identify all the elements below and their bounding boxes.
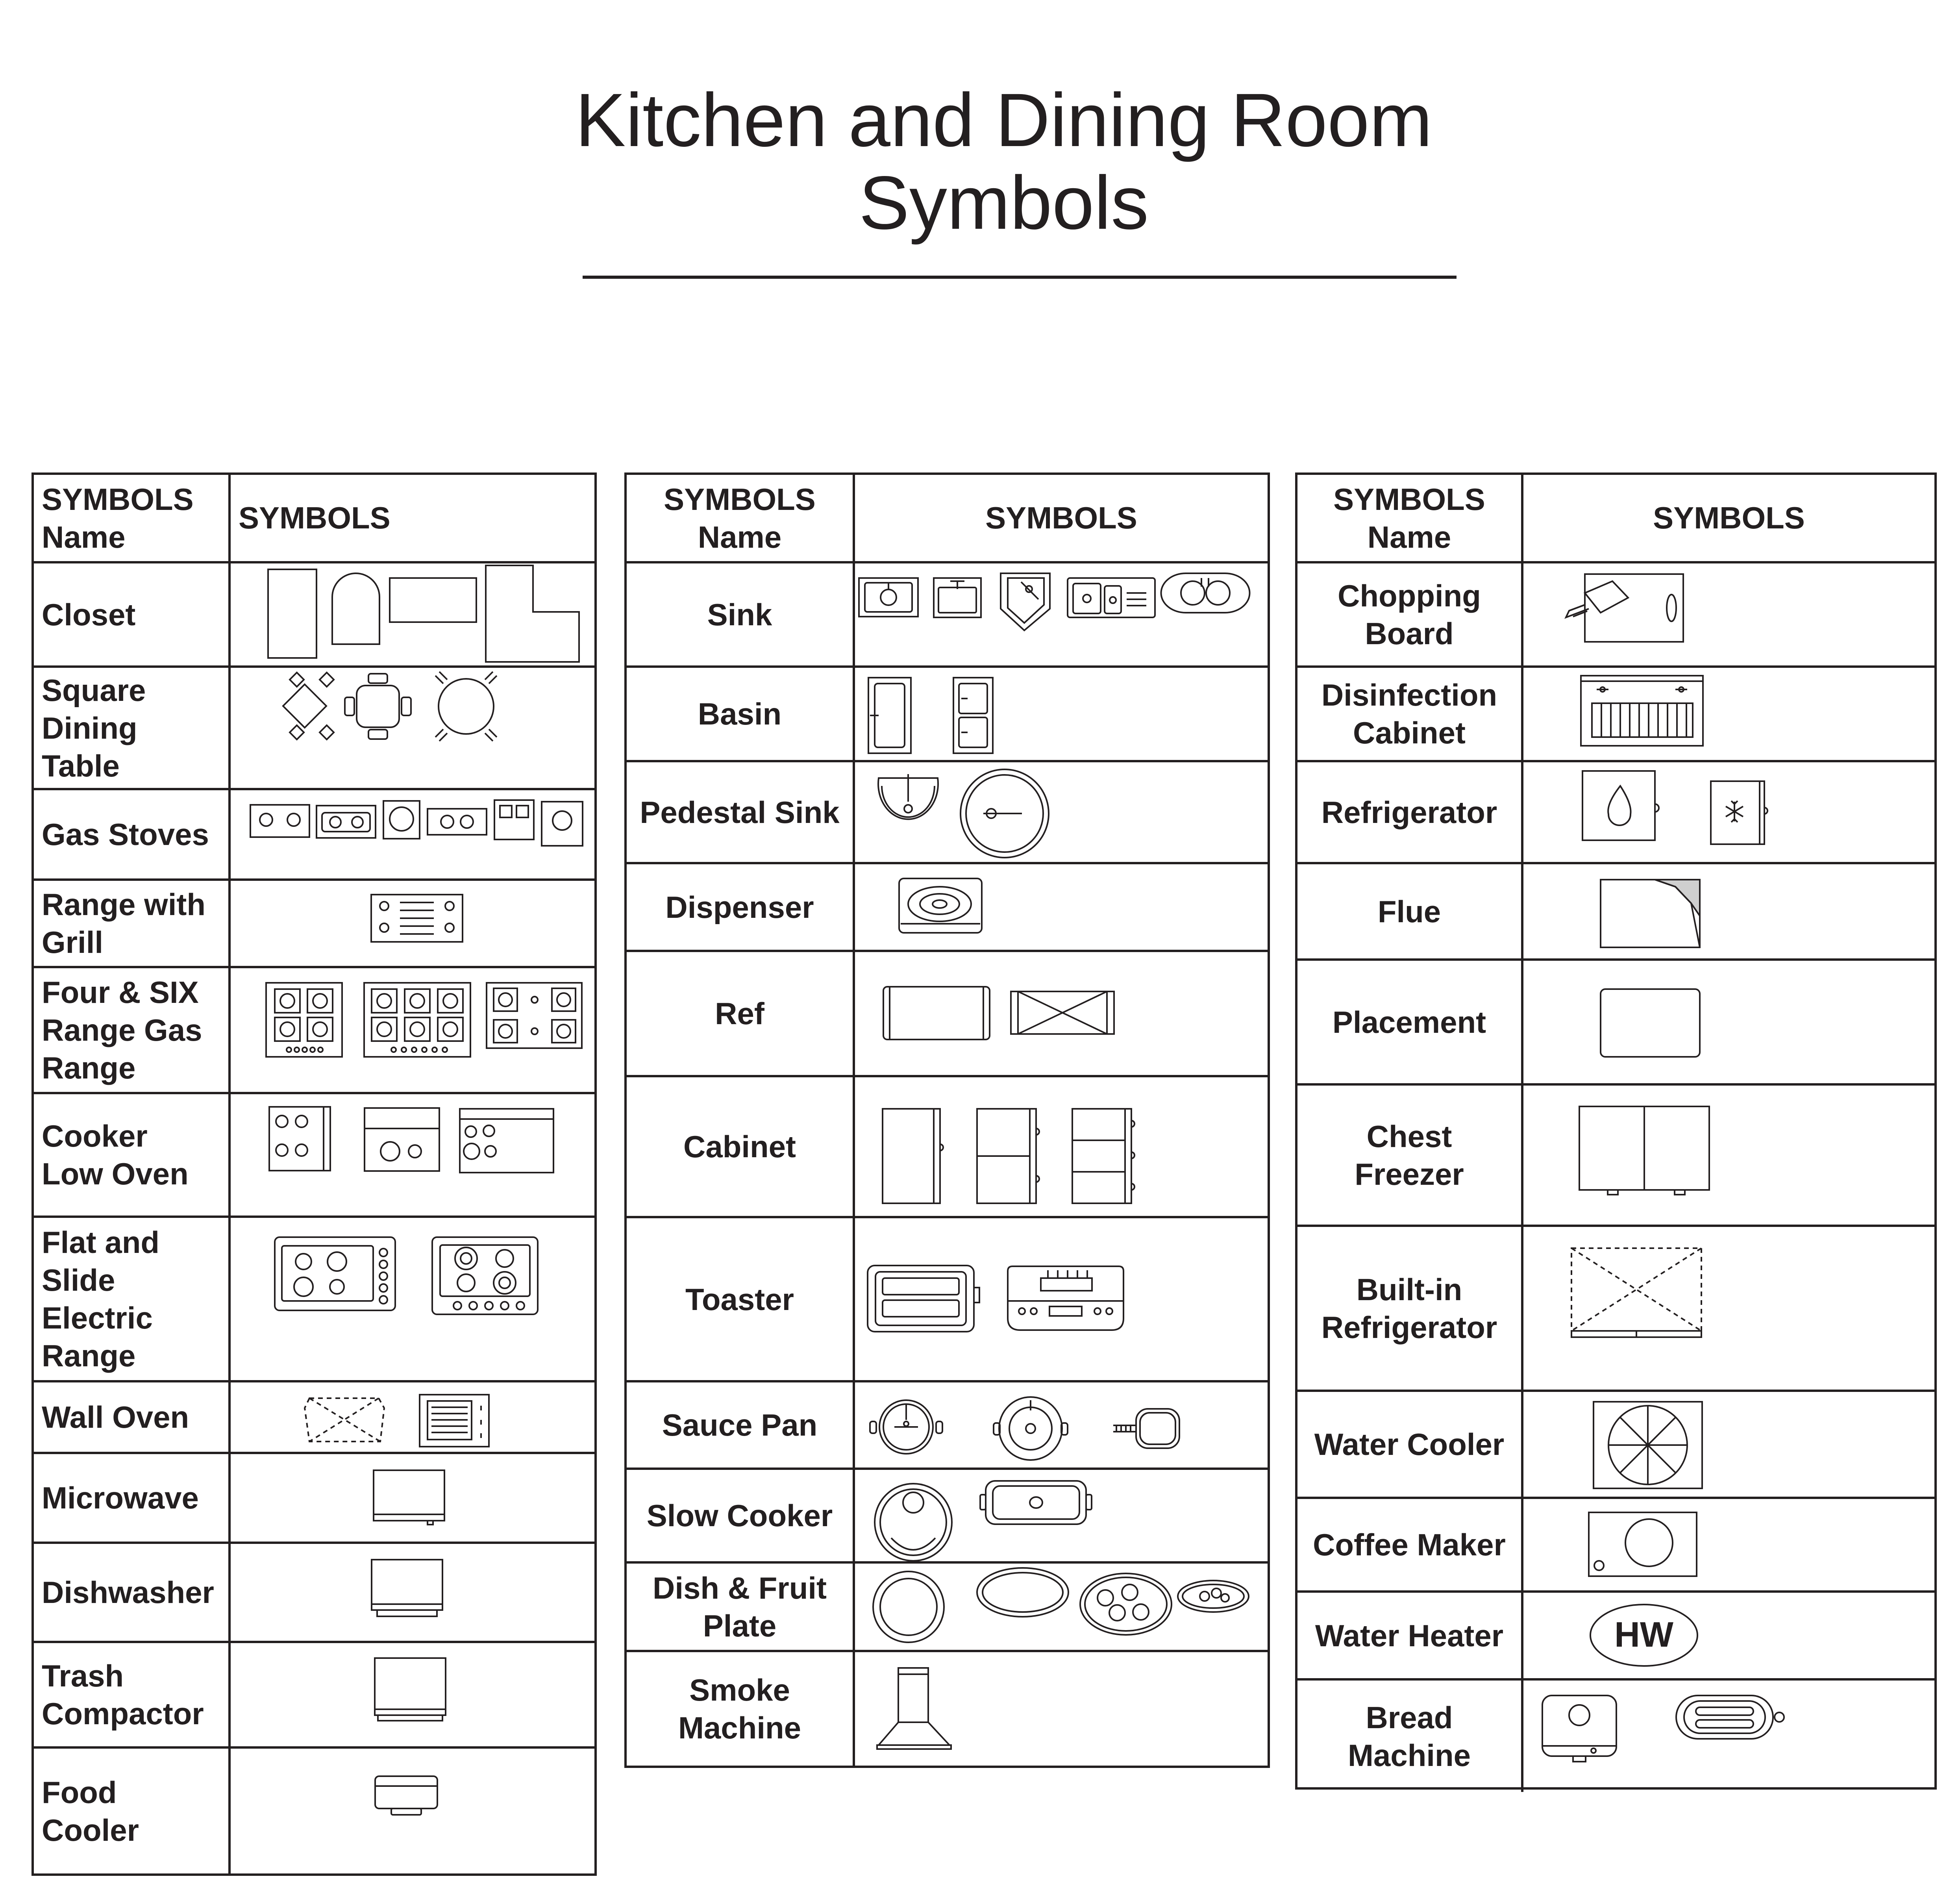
symbol-name: Sink	[707, 597, 772, 632]
symbol-name-cell	[1297, 668, 1523, 760]
symbol-cell	[855, 668, 1268, 760]
table-row	[627, 1652, 1268, 1766]
header-symbol-label: SYMBOLS	[1653, 500, 1805, 535]
table-row	[1297, 563, 1934, 668]
symbols-table-1	[31, 472, 597, 1876]
refrigerator-icon	[1523, 762, 1939, 864]
symbol-name: Bread Machine	[1347, 1700, 1471, 1773]
table-row	[1297, 668, 1934, 762]
gas-stoves-icon	[231, 790, 599, 881]
table-row	[1297, 961, 1934, 1086]
symbol-cell	[231, 563, 594, 665]
chopping-board-icon	[1523, 563, 1939, 668]
symbol-cell	[855, 1077, 1268, 1216]
flue-icon	[1523, 864, 1939, 961]
symbol-cell	[231, 968, 594, 1092]
table-row	[34, 1544, 594, 1643]
table-header	[627, 475, 1268, 563]
symbol-name: Range with Grill	[42, 887, 206, 960]
symbol-cell	[1523, 1392, 1934, 1497]
bread-machine-icon	[1523, 1681, 1939, 1792]
cooker-low-oven-icon	[231, 1094, 599, 1218]
symbol-name-cell	[34, 790, 231, 878]
symbol-name: Sauce Pan	[662, 1408, 818, 1442]
page-title	[0, 79, 1960, 244]
dispenser-icon	[855, 864, 1272, 952]
food-cooler-icon	[231, 1749, 599, 1873]
symbol-cell	[231, 881, 594, 966]
table-header	[1297, 475, 1934, 563]
symbol-name-cell	[627, 563, 855, 665]
cabinet-icon	[855, 1077, 1272, 1218]
symbol-name-cell	[1297, 961, 1523, 1083]
symbol-name: Food Cooler	[42, 1775, 139, 1847]
symbol-cell	[855, 864, 1268, 950]
toaster-icon	[855, 1218, 1272, 1382]
header-name-cell	[1297, 475, 1523, 561]
symbol-name: Flue	[1377, 894, 1441, 929]
symbol-name: Gas Stoves	[42, 817, 209, 852]
table-row	[1297, 1681, 1934, 1792]
symbol-cell	[1523, 1593, 1934, 1678]
flat-slide-electric-range-icon	[231, 1218, 599, 1382]
symbol-name: Flat and Slide Electric Range	[42, 1225, 160, 1373]
header-symbol-cell	[855, 475, 1268, 561]
header-name-label: SYMBOLS Name	[1333, 482, 1485, 554]
symbol-cell	[1523, 1227, 1934, 1390]
symbol-cell	[1523, 1499, 1934, 1590]
symbol-name-cell	[34, 668, 231, 788]
chest-freezer-icon	[1523, 1086, 1939, 1227]
symbol-name: Dispenser	[665, 889, 814, 925]
table-row	[34, 1643, 594, 1749]
symbol-name: Coffee Maker	[1313, 1527, 1506, 1562]
symbol-name-cell	[627, 864, 855, 950]
table-row	[34, 1749, 594, 1873]
table-row	[34, 968, 594, 1094]
symbol-cell	[855, 1652, 1268, 1766]
symbol-name-cell	[627, 1564, 855, 1650]
symbol-name: Basin	[698, 697, 782, 731]
symbol-name-cell	[34, 1749, 231, 1873]
symbol-cell	[855, 952, 1268, 1075]
table-row	[627, 952, 1268, 1077]
table-row	[627, 668, 1268, 762]
symbol-name: Built-in Refrigerator	[1321, 1272, 1497, 1345]
symbol-cell	[855, 1470, 1268, 1561]
table-row	[34, 1094, 594, 1218]
table-header	[34, 475, 594, 563]
four-six-range-gas-range-icon	[231, 968, 599, 1094]
symbol-cell	[231, 1749, 594, 1873]
symbol-name-cell	[34, 1544, 231, 1641]
symbol-cell	[231, 1454, 594, 1542]
symbol-name: Closet	[42, 597, 136, 632]
dish-fruit-plate-icon	[855, 1564, 1272, 1652]
symbol-cell	[231, 1643, 594, 1746]
symbol-name: Microwave	[42, 1480, 199, 1515]
symbol-name-cell	[34, 881, 231, 966]
symbol-name-cell	[1297, 1681, 1523, 1792]
table-row	[34, 1454, 594, 1544]
table-row	[627, 1077, 1268, 1218]
symbol-name: Chest Freezer	[1355, 1119, 1464, 1191]
symbol-name-cell	[34, 1382, 231, 1452]
header-symbol-cell	[231, 475, 594, 561]
symbol-name-cell	[1297, 1593, 1523, 1678]
table-row	[34, 668, 594, 790]
symbol-cell	[1523, 1681, 1934, 1792]
pedestal-sink-icon	[855, 762, 1272, 864]
symbol-cell	[231, 790, 594, 878]
symbol-cell	[1523, 864, 1934, 958]
dishwasher-icon	[231, 1544, 599, 1643]
symbol-cell	[855, 1218, 1268, 1380]
water-heater-icon	[1523, 1593, 1939, 1681]
symbol-name: Disinfection Cabinet	[1321, 678, 1497, 750]
symbols-table-2	[624, 472, 1270, 1768]
symbol-name: Chopping Board	[1338, 578, 1481, 651]
symbol-name-cell	[627, 1077, 855, 1216]
symbol-name: Slow Cooker	[646, 1498, 833, 1533]
table-row	[1297, 1227, 1934, 1392]
coffee-maker-icon	[1523, 1499, 1939, 1593]
table-row	[627, 1564, 1268, 1652]
table-row	[1297, 1593, 1934, 1681]
table-row	[34, 1218, 594, 1382]
table-row	[34, 563, 594, 668]
symbol-name: Square Dining Table	[42, 673, 146, 783]
symbol-name-cell	[1297, 1392, 1523, 1497]
symbol-cell	[855, 563, 1268, 665]
symbol-name-cell	[627, 1382, 855, 1468]
symbol-name: Wall Oven	[42, 1400, 189, 1434]
symbol-name-cell	[34, 563, 231, 665]
built-in-refrigerator-icon	[1523, 1227, 1939, 1392]
symbol-cell	[1523, 1086, 1934, 1225]
microwave-icon	[231, 1454, 599, 1544]
table-row	[627, 762, 1268, 864]
symbol-name-cell	[627, 762, 855, 862]
header-symbol-label: SYMBOLS	[239, 500, 391, 535]
page-title-line2: Symbols	[859, 160, 1149, 245]
symbol-cell	[1523, 563, 1934, 665]
placement-icon	[1523, 961, 1939, 1086]
ref-icon	[855, 952, 1272, 1077]
symbol-name: Refrigerator	[1321, 795, 1497, 830]
symbol-name-cell	[1297, 762, 1523, 862]
symbol-name: Cooker Low Oven	[42, 1119, 189, 1191]
symbol-name: Cabinet	[683, 1129, 796, 1164]
basin-icon	[855, 668, 1272, 762]
symbol-name: Smoke Machine	[678, 1673, 801, 1745]
table-row	[627, 563, 1268, 668]
table-row	[1297, 1392, 1934, 1499]
symbol-cell	[231, 1094, 594, 1216]
symbol-name: Dish & Fruit Plate	[653, 1570, 827, 1643]
sauce-pan-icon	[855, 1382, 1272, 1470]
symbol-name-cell	[1297, 1086, 1523, 1225]
table-row	[34, 790, 594, 881]
symbol-cell	[231, 1382, 594, 1452]
table-row	[627, 864, 1268, 952]
symbol-name-cell	[627, 1652, 855, 1766]
table-row	[627, 1382, 1268, 1470]
symbol-cell	[855, 1564, 1268, 1650]
symbol-name-cell	[34, 1643, 231, 1746]
water-cooler-icon	[1523, 1392, 1939, 1499]
symbol-cell	[1523, 668, 1934, 760]
symbol-name-cell	[1297, 563, 1523, 665]
symbol-cell	[231, 1218, 594, 1380]
symbol-cell	[1523, 762, 1934, 862]
symbol-name-cell	[1297, 1499, 1523, 1590]
symbol-name-cell	[34, 1094, 231, 1216]
table-row	[1297, 1499, 1934, 1593]
closet-icon	[231, 563, 599, 668]
header-symbol-cell	[1523, 475, 1934, 561]
symbol-name: Water Cooler	[1314, 1427, 1505, 1462]
symbol-name: Pedestal Sink	[640, 795, 840, 830]
symbol-name-cell	[34, 968, 231, 1092]
symbol-cell	[231, 1544, 594, 1641]
symbol-name-cell	[627, 1470, 855, 1561]
sink-icon	[855, 563, 1272, 668]
wall-oven-icon	[231, 1382, 599, 1454]
header-symbol-label: SYMBOLS	[985, 500, 1137, 535]
symbol-name: Dishwasher	[42, 1575, 214, 1610]
symbol-name-cell	[627, 668, 855, 760]
title-underline	[583, 276, 1457, 279]
symbol-name: Toaster	[685, 1282, 794, 1317]
symbol-cell	[231, 668, 594, 788]
square-dining-table-icon	[231, 668, 599, 790]
table-row	[34, 1382, 594, 1454]
symbol-name: Placement	[1332, 1004, 1486, 1040]
symbol-name: Four & SIX Range Gas Range	[42, 975, 202, 1085]
symbol-name-cell	[1297, 1227, 1523, 1390]
header-name-cell	[34, 475, 231, 561]
symbol-cell	[855, 762, 1268, 862]
disinfection-cabinet-icon	[1523, 668, 1939, 762]
table-row	[1297, 1086, 1934, 1227]
page-title-line1: Kitchen and Dining Room	[575, 78, 1433, 162]
table-row	[627, 1218, 1268, 1382]
table-row	[1297, 762, 1934, 864]
symbol-name-cell	[34, 1218, 231, 1380]
symbol-name-cell	[627, 1218, 855, 1380]
symbol-name-cell	[1297, 864, 1523, 958]
header-name-cell	[627, 475, 855, 561]
symbols-table-3	[1295, 472, 1937, 1790]
slow-cooker-icon	[855, 1470, 1272, 1564]
table-row	[34, 881, 594, 968]
table-row	[627, 1470, 1268, 1564]
symbol-name: Ref	[715, 996, 764, 1031]
header-name-label: SYMBOLS Name	[664, 482, 816, 554]
symbol-name-cell	[627, 952, 855, 1075]
table-row	[1297, 864, 1934, 961]
range-with-grill-icon	[231, 881, 599, 968]
water-heater-label: HW	[1614, 1615, 1673, 1655]
symbol-cell	[855, 1382, 1268, 1468]
header-name-label: SYMBOLS Name	[42, 482, 194, 554]
smoke-machine-icon	[855, 1652, 1272, 1766]
symbol-name: Water Heater	[1315, 1618, 1504, 1653]
trash-compactor-icon	[231, 1643, 599, 1749]
symbol-name: Trash Compactor	[42, 1658, 204, 1731]
symbol-name-cell	[34, 1454, 231, 1542]
symbol-cell	[1523, 961, 1934, 1083]
